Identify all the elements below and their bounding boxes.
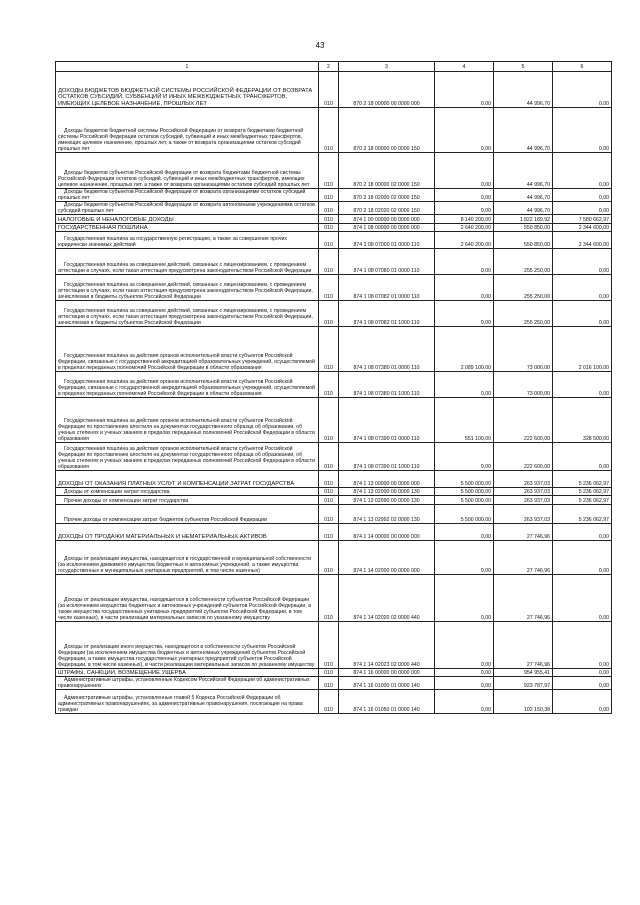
row-budget-code-cell: 874 1 14 02000 00 0000 000 [339,541,435,575]
row-name-cell: НАЛОГОВЫЕ И НЕНАЛОГОВЫЕ ДОХОДЫ [56,215,319,224]
column-header: 5 [494,62,553,72]
table-row [56,232,612,249]
row-line-code-cell: 010 [319,224,339,232]
row-unexecuted-cell: 0,00 [553,202,612,215]
row-line-code-cell: 010 [319,471,339,488]
row-name-cell: Доходы бюджетов бюджетной системы Российской Федерации от возврата бюджетами бюджетной системы Российской Федерации остатков субсидий, субвенций и иных межбюджетных трансфертов, имеющих целевое назначение, прошлых лет, а также от возврата организациями остатков субсидий прошлых лет [56,108,319,153]
row-name-cell: Прочие доходы от компенсации затрат государства [56,496,319,505]
row-executed-cell: 255 250,00 [494,249,553,275]
row-name-cell: Административные штрафы, установленные Кодексом Российской Федерации об административных правонарушениях [56,677,319,690]
row-executed-cell: 44 996,70 [494,202,553,215]
row-budget-code-cell: 874 1 16 01050 01 0000 140 [339,690,435,714]
row-line-code-cell: 010 [319,488,339,496]
row-budget-code-cell: 870 2 18 00000 00 0000 000 [339,72,435,108]
table-row [56,202,612,215]
row-executed-cell: 550 850,00 [494,224,553,232]
row-line-code-cell: 010 [319,202,339,215]
row-unexecuted-cell: 0,00 [553,372,612,398]
table-row [56,443,612,471]
row-unexecuted-cell: 0,00 [553,524,612,541]
row-unexecuted-cell: 0,00 [553,153,612,189]
row-approved-cell: 0,00 [435,189,494,202]
row-name-cell: Государственная пошлина за совершение действий, связанных с лицензированием, с проведением аттестации в случаях, если такая аттестация предусмотрена законодательством Российской Федерации, зачисляемая в бюджеты субъектов Российской Федерации [56,301,319,327]
row-budget-code-cell: 874 1 08 07390 01 0000 110 [339,398,435,443]
row-line-code-cell: 010 [319,327,339,372]
row-line-code-cell: 010 [319,189,339,202]
row-unexecuted-cell: 5 236 062,97 [553,496,612,505]
row-line-code-cell: 010 [319,524,339,541]
row-line-code-cell: 010 [319,505,339,524]
row-name-cell: Государственная пошлина за государственную регистрацию, а также за совершение прочих юридически значимых действий [56,232,319,249]
row-approved-cell: 5 500 000,00 [435,505,494,524]
row-budget-code-cell: 874 1 13 02992 02 0000 130 [339,505,435,524]
row-name-cell: Доходы от компенсации затрат государства [56,488,319,496]
row-budget-code-cell: 874 1 08 07380 01 0000 110 [339,327,435,372]
row-unexecuted-cell: 0,00 [553,275,612,301]
row-budget-code-cell: 874 1 13 02990 00 0000 130 [339,496,435,505]
row-name-cell: Административные штрафы, установленные главой 5 Кодекса Российской Федерации об административных правонарушениях, за административные правонарушения, посягающие на права граждан [56,690,319,714]
row-approved-cell: 0,00 [435,301,494,327]
row-line-code-cell: 010 [319,301,339,327]
row-executed-cell: 263 937,03 [494,471,553,488]
row-budget-code-cell: 874 1 14 02020 02 0000 440 [339,575,435,622]
row-unexecuted-cell: 0,00 [553,249,612,275]
row-line-code-cell: 010 [319,443,339,471]
row-approved-cell: 0,00 [435,622,494,669]
row-executed-cell: 27 746,96 [494,524,553,541]
row-executed-cell: 44 996,70 [494,108,553,153]
row-line-code-cell: 010 [319,496,339,505]
row-approved-cell: 0,00 [435,669,494,677]
row-line-code-cell: 010 [319,108,339,153]
row-executed-cell: 73 000,00 [494,327,553,372]
row-executed-cell: 27 746,96 [494,541,553,575]
row-name-cell: ШТРАФЫ, САНКЦИИ, ВОЗМЕЩЕНИЕ УЩЕРБА [56,669,319,677]
row-line-code-cell: 010 [319,249,339,275]
row-approved-cell: 0,00 [435,108,494,153]
row-approved-cell: 0,00 [435,443,494,471]
row-line-code-cell: 010 [319,153,339,189]
row-executed-cell: 550 850,00 [494,232,553,249]
row-name-cell: Государственная пошлина за действия органов исполнительной власти субъектов Российской Федерации по проставлению апостиля на документах государственного образца об образовании, об ученых степенях и ученых званиях в пределах переданных полномочий Российской Федерации в области образования [56,398,319,443]
row-approved-cell: 0,00 [435,372,494,398]
row-line-code-cell: 010 [319,215,339,224]
row-line-code-cell: 010 [319,677,339,690]
row-approved-cell: 5 500 000,00 [435,496,494,505]
row-budget-code-cell: 870 2 18 02000 02 0000 150 [339,189,435,202]
row-name-cell: Доходы бюджетов субъектов Российской Федерации от возврата автономными учреждениями остатков субсидий прошлых лет [56,202,319,215]
row-executed-cell: 954 955,41 [494,669,553,677]
row-approved-cell: 0,00 [435,153,494,189]
table-row [56,524,612,541]
column-header: 4 [435,62,494,72]
row-approved-cell: 0,00 [435,524,494,541]
table-row [56,541,612,575]
table-row [56,471,612,488]
table-row [56,669,612,677]
row-approved-cell: 0,00 [435,72,494,108]
row-name-cell: ДОХОДЫ БЮДЖЕТОВ БЮДЖЕТНОЙ СИСТЕМЫ РОССИЙСКОЙ ФЕДЕРАЦИИ ОТ ВОЗВРАТА ОСТАТКОВ СУБСИДИЙ, СУБВЕНЦИЙ И ИНЫХ МЕЖБЮДЖЕТНЫХ ТРАНСФЕРТОВ, ИМЕЮЩИХ ЦЕЛЕВОЕ НАЗНАЧЕНИЕ, ПРОШЛЫХ ЛЕТ [56,72,319,108]
row-executed-cell: 73 000,00 [494,372,553,398]
row-name-cell: ГОСУДАРСТВЕННАЯ ПОШЛИНА [56,224,319,232]
budget-revenue-table [55,61,612,714]
row-name-cell: ДОХОДЫ ОТ ОКАЗАНИЯ ПЛАТНЫХ УСЛУГ И КОМПЕНСАЦИИ ЗАТРАТ ГОСУДАРСТВА [56,471,319,488]
row-line-code-cell: 010 [319,622,339,669]
row-approved-cell: 5 500 000,00 [435,488,494,496]
row-name-cell: Доходы бюджетов субъектов Российской Федерации от возврата организациями остатков субсидий прошлых лет [56,189,319,202]
row-budget-code-cell: 870 2 18 00000 02 0000 150 [339,153,435,189]
row-budget-code-cell: 874 1 08 07380 01 1000 110 [339,372,435,398]
column-header: 1 [56,62,319,72]
row-unexecuted-cell: 5 236 062,97 [553,488,612,496]
table-header-row [56,62,612,72]
row-executed-cell: 102 150,38 [494,690,553,714]
row-unexecuted-cell: 0,00 [553,622,612,669]
row-approved-cell: 5 500 000,00 [435,471,494,488]
table-row [56,153,612,189]
row-line-code-cell: 010 [319,72,339,108]
row-executed-cell: 263 937,03 [494,496,553,505]
table-row [56,189,612,202]
row-budget-code-cell: 874 1 00 00000 00 0000 000 [339,215,435,224]
table-row [56,505,612,524]
row-budget-code-cell: 874 1 13 00000 00 0000 000 [339,471,435,488]
row-line-code-cell: 010 [319,541,339,575]
row-unexecuted-cell: 0,00 [553,541,612,575]
row-unexecuted-cell: 0,00 [553,108,612,153]
row-line-code-cell: 010 [319,275,339,301]
row-executed-cell: 255 250,00 [494,301,553,327]
row-budget-code-cell: 874 1 08 07082 01 0000 110 [339,275,435,301]
row-name-cell: Прочие доходы от компенсации затрат бюджетов субъектов Российской Федерации [56,505,319,524]
row-approved-cell: 0,00 [435,677,494,690]
row-executed-cell: 263 937,03 [494,505,553,524]
row-name-cell: Доходы бюджетов субъектов Российской Федерации от возврата бюджетами бюджетной системы Российской Федерации остатков субсидий, субвенций и иных межбюджетных трансфертов, имеющих целевое назначение, прошлых лет, а также от возврата организациями остатков субсидий прошлых лет [56,153,319,189]
row-executed-cell: 222 600,00 [494,443,553,471]
table-row [56,496,612,505]
row-budget-code-cell: 874 1 14 02023 02 0000 440 [339,622,435,669]
column-header: 6 [553,62,612,72]
row-name-cell: Государственная пошлина за совершение действий, связанных с лицензированием, с проведением аттестации в случаях, если такая аттестация предусмотрена законодательством Российской Федерации, зачисляемая в бюджеты субъектов Российской Федерации [56,275,319,301]
row-budget-code-cell: 874 1 08 00000 00 0000 000 [339,224,435,232]
table-row [56,301,612,327]
row-executed-cell: 27 746,96 [494,622,553,669]
table-row [56,108,612,153]
row-unexecuted-cell: 2 016 100,00 [553,327,612,372]
row-approved-cell: 0,00 [435,575,494,622]
row-name-cell: Государственная пошлина за действия органов исполнительной власти субъектов Российской Федерации, связанные с государственной аккредитацией образовательных учреждений, осуществляемой в пределах переданных полномочий Российской Федерации в области образования [56,327,319,372]
table-row [56,249,612,275]
page-number: 43 [315,41,325,50]
row-budget-code-cell: 874 1 16 00000 00 0000 000 [339,669,435,677]
column-header: 3 [339,62,435,72]
row-line-code-cell: 010 [319,690,339,714]
row-name-cell: Доходы от реализации имущества, находящегося в собственности субъектов Российской Федерации (за исключением имущества бюджетных и автономных учреждений субъектов Российской Федерации, а также имущества государственных унитарных предприятий субъектов Российской Федерации, в том числе казенных), в части реализации материальных запасов по указанному имуществу [56,575,319,622]
column-header: 2 [319,62,339,72]
table-row [56,72,612,108]
row-unexecuted-cell: 5 236 062,97 [553,471,612,488]
row-name-cell: Государственная пошлина за совершение действий, связанных с лицензированием, с проведением аттестации в случаях, если такая аттестация предусмотрена законодательством Российской Федерации [56,249,319,275]
row-budget-code-cell: 874 1 08 07000 01 0000 110 [339,232,435,249]
row-approved-cell: 2 640 200,00 [435,224,494,232]
row-budget-code-cell: 870 2 18 02020 02 0000 150 [339,202,435,215]
row-executed-cell: 44 996,70 [494,72,553,108]
row-unexecuted-cell: 2 344 600,00 [553,232,612,249]
row-line-code-cell: 010 [319,575,339,622]
row-approved-cell: 0,00 [435,541,494,575]
row-budget-code-cell: 874 1 08 07390 01 1000 110 [339,443,435,471]
row-unexecuted-cell: 2 344 600,00 [553,224,612,232]
row-approved-cell: 0,00 [435,690,494,714]
row-executed-cell: 44 996,70 [494,153,553,189]
row-name-cell: Доходы от реализации иного имущества, находящегося в собственности субъектов Российской Федерации (за исключением имущества бюджетных и автономных учреждений субъектов Российской Федерации, а также имущества государственных унитарных предприятий субъектов Российской Федерации, в том числе казенных), в части реализации материальных запасов по указанному имуществу [56,622,319,669]
row-approved-cell: 2 089 100,00 [435,327,494,372]
row-executed-cell: 1 822 189,92 [494,215,553,224]
row-approved-cell: 2 640 200,00 [435,232,494,249]
table-row [56,575,612,622]
row-budget-code-cell: 870 2 18 00000 00 0000 150 [339,108,435,153]
table-row [56,622,612,669]
row-approved-cell: 0,00 [435,249,494,275]
row-name-cell: ДОХОДЫ ОТ ПРОДАЖИ МАТЕРИАЛЬНЫХ И НЕМАТЕРИАЛЬНЫХ АКТИВОВ [56,524,319,541]
row-executed-cell: 44 996,70 [494,189,553,202]
row-name-cell: Доходы от реализации имущества, находящегося в государственной и муниципальной собственности (за исключением движимого имущества бюджетных и автономных учреждений, а также имущества государственных и муниципальных унитарных предприятий, в том числе казенных) [56,541,319,575]
row-unexecuted-cell: 0,00 [553,189,612,202]
row-executed-cell: 255 250,00 [494,275,553,301]
row-unexecuted-cell: 0,00 [553,677,612,690]
table-row [56,488,612,496]
row-unexecuted-cell: 0,00 [553,575,612,622]
row-line-code-cell: 010 [319,232,339,249]
row-approved-cell: 0,00 [435,275,494,301]
row-unexecuted-cell: 0,00 [553,690,612,714]
row-unexecuted-cell: 0,00 [553,301,612,327]
row-approved-cell: 8 140 200,00 [435,215,494,224]
row-budget-code-cell: 874 1 16 01000 01 0000 140 [339,677,435,690]
row-unexecuted-cell: 0,00 [553,669,612,677]
table-row [56,677,612,690]
row-approved-cell: 0,00 [435,202,494,215]
table-row [56,398,612,443]
table-row [56,215,612,224]
table-row [56,224,612,232]
row-name-cell: Государственная пошлина за действия органов исполнительной власти субъектов Российской Федерации, связанные с государственной аккредитацией образовательных учреждений, осуществляемой в пределах переданных полномочий Российской Федерации в области образования [56,372,319,398]
row-line-code-cell: 010 [319,372,339,398]
table-row [56,275,612,301]
row-budget-code-cell: 874 1 08 07082 01 1000 110 [339,301,435,327]
table-row [56,372,612,398]
table-row [56,327,612,372]
row-executed-cell: 923 787,97 [494,677,553,690]
row-unexecuted-cell: 0,00 [553,443,612,471]
row-budget-code-cell: 874 1 08 07080 01 0000 110 [339,249,435,275]
row-unexecuted-cell: 5 236 062,97 [553,505,612,524]
row-executed-cell: 222 600,00 [494,398,553,443]
row-executed-cell: 27 746,96 [494,575,553,622]
table-row [56,690,612,714]
row-executed-cell: 263 937,03 [494,488,553,496]
row-budget-code-cell: 874 1 14 00000 00 0000 000 [339,524,435,541]
row-budget-code-cell: 874 1 13 02000 00 0000 130 [339,488,435,496]
row-unexecuted-cell: 7 580 662,97 [553,215,612,224]
row-name-cell: Государственная пошлина за действия органов исполнительной власти субъектов Российской Федерации по проставлению апостиля на документах государственного образца об образовании, об ученых степенях и ученых званиях в пределах переданных полномочий Российской Федерации в области образования [56,443,319,471]
row-line-code-cell: 010 [319,669,339,677]
row-unexecuted-cell: 0,00 [553,72,612,108]
row-approved-cell: 551 100,00 [435,398,494,443]
row-unexecuted-cell: 328 500,00 [553,398,612,443]
row-line-code-cell: 010 [319,398,339,443]
